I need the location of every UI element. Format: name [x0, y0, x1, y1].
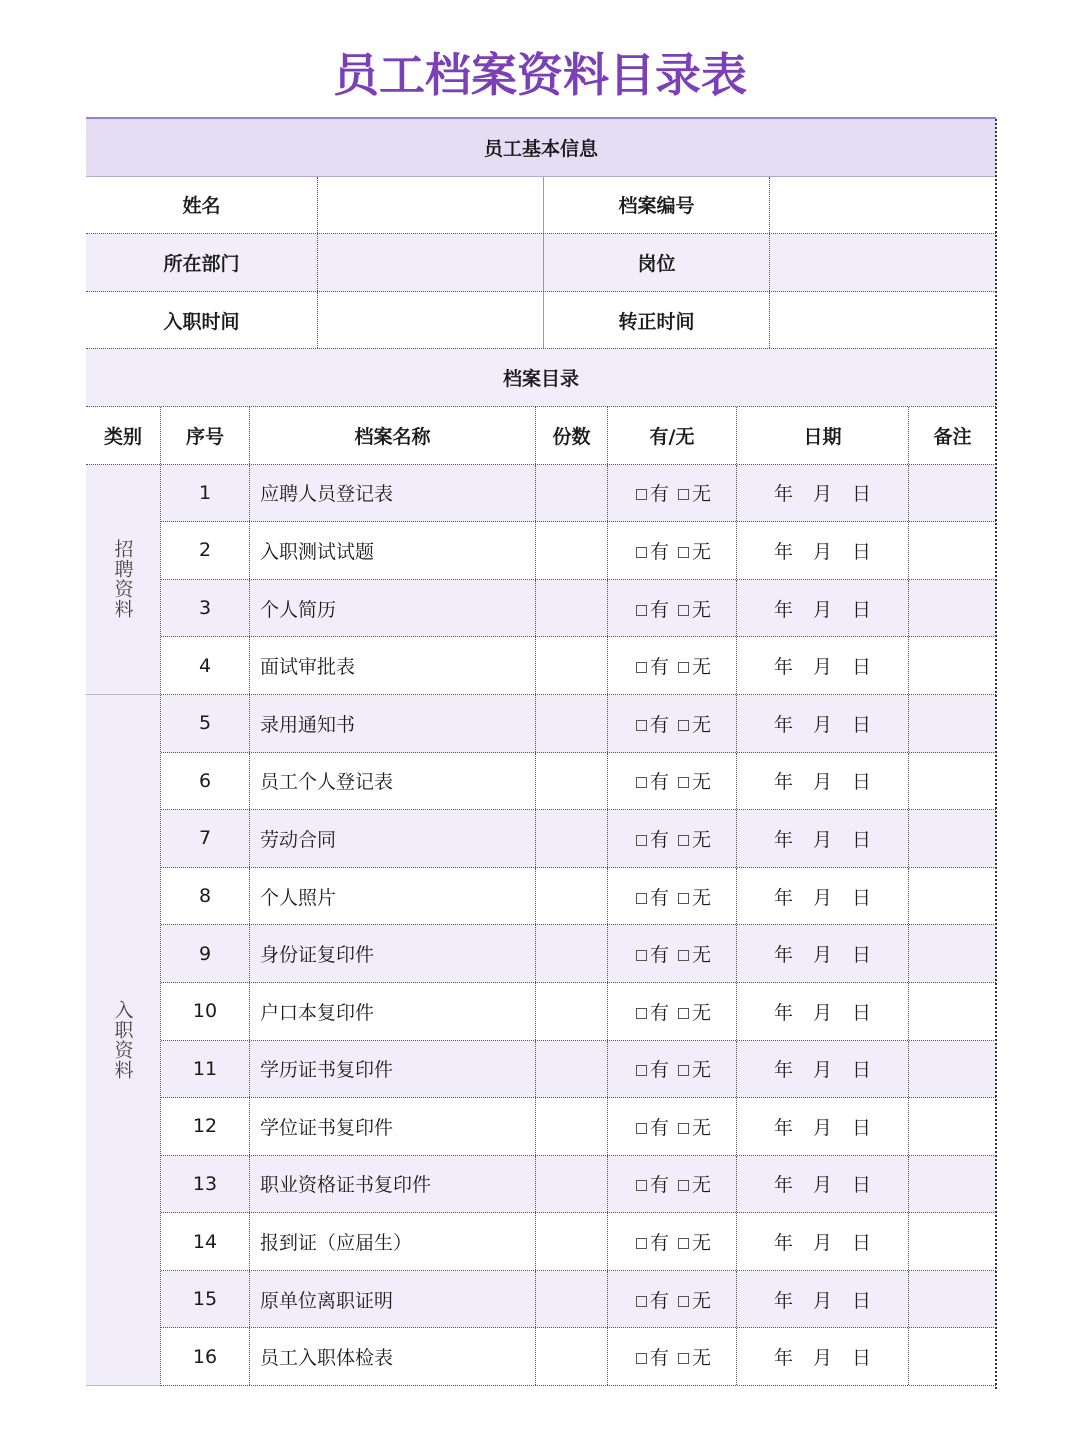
item-rows [161, 465, 996, 1387]
date-day: 日 [852, 828, 872, 851]
date-day: 日 [852, 1289, 872, 1312]
have-no-option[interactable]: 无 [675, 825, 711, 852]
column-header-category: 类别 [86, 407, 161, 464]
have-yes-option[interactable]: 有 [633, 1113, 669, 1140]
item-copies[interactable] [536, 983, 608, 1040]
item-date[interactable] [737, 1098, 909, 1155]
item-date[interactable] [737, 983, 909, 1040]
item-number: 9 [161, 925, 250, 982]
date-month: 月 [812, 771, 832, 794]
have-checkboxes [608, 810, 737, 867]
category-cell [86, 695, 160, 1386]
date-year: 年 [773, 828, 793, 851]
item-name: 录用通知书 [250, 695, 536, 752]
date-day: 日 [852, 1232, 872, 1255]
catalogue-column-headers [86, 407, 996, 465]
item-copies[interactable] [536, 695, 608, 752]
date-year: 年 [773, 656, 793, 679]
item-note[interactable] [909, 1328, 996, 1385]
table-row [161, 1041, 996, 1099]
item-name: 原单位离职证明 [250, 1271, 536, 1328]
item-number: 10 [161, 983, 250, 1040]
item-date[interactable] [737, 695, 909, 752]
date-year: 年 [773, 886, 793, 909]
have-no-option[interactable]: 无 [675, 767, 711, 794]
item-name: 身份证复印件 [250, 925, 536, 982]
have-yes-option[interactable]: 有 [633, 940, 669, 967]
table-row [161, 925, 996, 983]
have-no-option[interactable]: 无 [675, 595, 711, 622]
table-row [161, 1156, 996, 1214]
date-day: 日 [852, 483, 872, 506]
table-row [161, 868, 996, 926]
item-number: 12 [161, 1098, 250, 1155]
date-day: 日 [852, 1174, 872, 1197]
item-number: 5 [161, 695, 250, 752]
have-no-option[interactable]: 无 [675, 479, 711, 506]
checkbox-icon[interactable] [636, 662, 647, 673]
date-year: 年 [773, 1059, 793, 1082]
field-value[interactable] [318, 292, 544, 349]
have-checkboxes [608, 580, 737, 637]
item-name: 个人简历 [250, 580, 536, 637]
item-number: 8 [161, 868, 250, 925]
item-note[interactable] [909, 465, 996, 522]
checkbox-icon[interactable] [636, 1180, 647, 1191]
checkbox-icon[interactable] [678, 605, 689, 616]
have-yes-option[interactable]: 有 [633, 1228, 669, 1255]
item-date[interactable] [737, 1041, 909, 1098]
item-name: 户口本复印件 [250, 983, 536, 1040]
have-no-option[interactable]: 无 [675, 1113, 711, 1140]
item-copies[interactable] [536, 753, 608, 810]
date-day: 日 [852, 771, 872, 794]
date-month: 月 [812, 1059, 832, 1082]
date-day: 日 [852, 656, 872, 679]
table-row [161, 1328, 996, 1386]
item-name: 学历证书复印件 [250, 1041, 536, 1098]
checkbox-icon[interactable] [636, 489, 647, 500]
checkbox-icon[interactable] [678, 1296, 689, 1307]
checkbox-icon[interactable] [678, 835, 689, 846]
item-note[interactable] [909, 580, 996, 637]
date-month: 月 [812, 828, 832, 851]
item-note[interactable] [909, 868, 996, 925]
date-month: 月 [812, 1116, 832, 1139]
have-yes-option[interactable]: 有 [633, 652, 669, 679]
item-copies[interactable] [536, 522, 608, 579]
item-note[interactable] [909, 1156, 996, 1213]
date-day: 日 [852, 540, 872, 563]
table-row [161, 580, 996, 638]
item-copies[interactable] [536, 580, 608, 637]
item-number: 13 [161, 1156, 250, 1213]
have-no-option[interactable]: 无 [675, 710, 711, 737]
have-no-option[interactable]: 无 [675, 1343, 711, 1370]
item-note[interactable] [909, 1098, 996, 1155]
basic-info-row [86, 292, 996, 350]
field-value[interactable] [770, 177, 996, 234]
have-checkboxes [608, 1098, 737, 1155]
field-label: 岗位 [544, 234, 770, 291]
date-year: 年 [773, 1116, 793, 1139]
date-month: 月 [812, 1232, 832, 1255]
have-checkboxes [608, 637, 737, 694]
field-value[interactable] [770, 234, 996, 291]
checkbox-icon[interactable] [678, 1008, 689, 1019]
item-name: 员工个人登记表 [250, 753, 536, 810]
item-name: 职业资格证书复印件 [250, 1156, 536, 1213]
checkbox-icon[interactable] [678, 489, 689, 500]
date-year: 年 [773, 1289, 793, 1312]
item-copies[interactable] [536, 1156, 608, 1213]
item-date[interactable] [737, 925, 909, 982]
table-row [161, 983, 996, 1041]
item-note[interactable] [909, 753, 996, 810]
field-label: 姓名 [86, 177, 318, 234]
date-month: 月 [812, 483, 832, 506]
date-day: 日 [852, 713, 872, 736]
have-yes-option[interactable]: 有 [633, 710, 669, 737]
catalogue-body [86, 465, 996, 1387]
table-row [161, 810, 996, 868]
checkbox-icon[interactable] [636, 950, 647, 961]
basic-info-row [86, 177, 996, 235]
checkbox-icon[interactable] [636, 1238, 647, 1249]
item-note[interactable] [909, 1041, 996, 1098]
have-yes-option[interactable]: 有 [633, 998, 669, 1025]
date-year: 年 [773, 944, 793, 967]
field-value[interactable] [318, 234, 544, 291]
date-month: 月 [812, 1347, 832, 1370]
item-date[interactable] [737, 465, 909, 522]
have-checkboxes [608, 1328, 737, 1385]
item-copies[interactable] [536, 1271, 608, 1328]
basic-info-row [86, 234, 996, 292]
item-name: 劳动合同 [250, 810, 536, 867]
have-yes-option[interactable]: 有 [633, 595, 669, 622]
have-checkboxes [608, 1271, 737, 1328]
checkbox-icon[interactable] [636, 605, 647, 616]
item-name: 个人照片 [250, 868, 536, 925]
date-year: 年 [773, 1174, 793, 1197]
item-number: 7 [161, 810, 250, 867]
date-month: 月 [812, 713, 832, 736]
page-title: 员工档案资料目录表 [333, 48, 747, 102]
have-checkboxes [608, 1213, 737, 1270]
have-no-option[interactable]: 无 [675, 1170, 711, 1197]
item-name: 面试审批表 [250, 637, 536, 694]
checkbox-icon[interactable] [636, 1065, 647, 1076]
date-month: 月 [812, 944, 832, 967]
basic-info-heading: 员工基本信息 [483, 137, 598, 160]
column-header-date: 日期 [737, 407, 909, 464]
table-row [161, 753, 996, 811]
have-yes-option[interactable]: 有 [633, 825, 669, 852]
date-month: 月 [812, 540, 832, 563]
category-cell [86, 465, 160, 695]
field-label: 转正时间 [544, 292, 770, 349]
item-note[interactable] [909, 1271, 996, 1328]
have-no-option[interactable]: 无 [675, 652, 711, 679]
checkbox-icon[interactable] [678, 893, 689, 904]
item-copies[interactable] [536, 1098, 608, 1155]
field-label: 所在部门 [86, 234, 318, 291]
item-name: 员工入职体检表 [250, 1328, 536, 1385]
checkbox-icon[interactable] [678, 777, 689, 788]
item-name: 学位证书复印件 [250, 1098, 536, 1155]
date-month: 月 [812, 656, 832, 679]
basic-info-header [86, 119, 996, 177]
have-checkboxes [608, 522, 737, 579]
date-month: 月 [812, 1174, 832, 1197]
table-row [161, 465, 996, 523]
date-year: 年 [773, 598, 793, 621]
item-copies[interactable] [536, 637, 608, 694]
have-no-option[interactable]: 无 [675, 537, 711, 564]
item-date[interactable] [737, 1156, 909, 1213]
item-copies[interactable] [536, 1328, 608, 1385]
checkbox-icon[interactable] [636, 547, 647, 558]
date-year: 年 [773, 771, 793, 794]
have-yes-option[interactable]: 有 [633, 883, 669, 910]
item-copies[interactable] [536, 1041, 608, 1098]
item-number: 16 [161, 1328, 250, 1385]
column-header-note: 备注 [933, 425, 972, 448]
item-copies[interactable] [536, 868, 608, 925]
date-day: 日 [852, 886, 872, 909]
item-number: 3 [161, 580, 250, 637]
item-date[interactable] [737, 868, 909, 925]
column-header-name: 档案名称 [250, 407, 536, 464]
category-label: 招聘资料 [111, 539, 134, 620]
field-value[interactable] [318, 177, 544, 234]
table-row [161, 1271, 996, 1329]
have-checkboxes [608, 925, 737, 982]
have-checkboxes [608, 868, 737, 925]
field-value[interactable] [770, 292, 996, 349]
have-no-option[interactable]: 无 [675, 1286, 711, 1313]
item-date[interactable] [737, 580, 909, 637]
have-yes-option[interactable]: 有 [633, 1286, 669, 1313]
have-yes-option[interactable]: 有 [633, 1170, 669, 1197]
date-day: 日 [852, 598, 872, 621]
date-day: 日 [852, 1116, 872, 1139]
checkbox-icon[interactable] [636, 893, 647, 904]
date-month: 月 [812, 886, 832, 909]
checkbox-icon[interactable] [678, 1180, 689, 1191]
item-note[interactable] [909, 522, 996, 579]
checkbox-icon[interactable] [678, 1065, 689, 1076]
column-header-have: 有/无 [608, 407, 737, 464]
checkbox-icon[interactable] [678, 950, 689, 961]
date-month: 月 [812, 598, 832, 621]
category-label: 入职资料 [111, 1000, 134, 1081]
item-note[interactable] [909, 810, 996, 867]
item-date[interactable] [737, 753, 909, 810]
item-number: 11 [161, 1041, 250, 1098]
have-no-option[interactable]: 无 [675, 998, 711, 1025]
checkbox-icon[interactable] [636, 777, 647, 788]
field-label: 入职时间 [86, 292, 318, 349]
item-name: 应聘人员登记表 [250, 465, 536, 522]
column-header-copies: 份数 [536, 407, 608, 464]
item-date[interactable] [737, 1328, 909, 1385]
date-year: 年 [773, 1347, 793, 1370]
item-date[interactable] [737, 1271, 909, 1328]
have-yes-option[interactable]: 有 [633, 1055, 669, 1082]
table-row [161, 522, 996, 580]
catalogue-heading: 档案目录 [502, 368, 579, 391]
item-note[interactable] [909, 637, 996, 694]
item-note[interactable] [909, 983, 996, 1040]
checkbox-icon[interactable] [678, 662, 689, 673]
checkbox-icon[interactable] [678, 547, 689, 558]
item-number: 6 [161, 753, 250, 810]
item-copies[interactable] [536, 925, 608, 982]
have-no-option[interactable]: 无 [675, 883, 711, 910]
date-year: 年 [773, 483, 793, 506]
date-month: 月 [812, 1289, 832, 1312]
item-copies[interactable] [536, 465, 608, 522]
field-label: 档案编号 [544, 177, 770, 234]
have-yes-option[interactable]: 有 [633, 767, 669, 794]
checkbox-icon[interactable] [678, 1123, 689, 1134]
have-checkboxes [608, 983, 737, 1040]
item-name: 报到证（应届生） [250, 1213, 536, 1270]
have-yes-option[interactable]: 有 [633, 479, 669, 506]
have-checkboxes [608, 695, 737, 752]
item-note[interactable] [909, 695, 996, 752]
checkbox-icon[interactable] [636, 1123, 647, 1134]
item-number: 14 [161, 1213, 250, 1270]
checkbox-icon[interactable] [636, 1353, 647, 1364]
item-date[interactable] [737, 637, 909, 694]
item-number: 15 [161, 1271, 250, 1328]
checkbox-icon[interactable] [636, 1296, 647, 1307]
item-copies[interactable] [536, 1213, 608, 1270]
have-checkboxes [608, 1041, 737, 1098]
item-date[interactable] [737, 522, 909, 579]
catalogue-header [86, 349, 996, 407]
checkbox-icon[interactable] [678, 720, 689, 731]
have-yes-option[interactable]: 有 [633, 537, 669, 564]
checkbox-icon[interactable] [636, 835, 647, 846]
have-yes-option[interactable]: 有 [633, 1343, 669, 1370]
item-name: 入职测试试题 [250, 522, 536, 579]
date-day: 日 [852, 1347, 872, 1370]
item-note[interactable] [909, 1213, 996, 1270]
date-day: 日 [852, 1059, 872, 1082]
item-note[interactable] [909, 925, 996, 982]
item-number: 1 [161, 465, 250, 522]
table-row [161, 1213, 996, 1271]
date-year: 年 [773, 1001, 793, 1024]
item-copies[interactable] [536, 810, 608, 867]
archive-table [86, 117, 996, 1386]
column-header-no: 序号 [161, 407, 250, 464]
table-row [161, 1098, 996, 1156]
checkbox-icon[interactable] [678, 1238, 689, 1249]
category-column [86, 465, 161, 1387]
have-checkboxes [608, 465, 737, 522]
checkbox-icon[interactable] [678, 1353, 689, 1364]
table-row [161, 695, 996, 753]
have-checkboxes [608, 753, 737, 810]
date-month: 月 [812, 1001, 832, 1024]
basic-info-section [86, 177, 996, 350]
have-no-option[interactable]: 无 [675, 1228, 711, 1255]
date-year: 年 [773, 1232, 793, 1255]
checkbox-icon[interactable] [636, 1008, 647, 1019]
have-no-option[interactable]: 无 [675, 940, 711, 967]
date-year: 年 [773, 713, 793, 736]
have-no-option[interactable]: 无 [675, 1055, 711, 1082]
item-date[interactable] [737, 1213, 909, 1270]
item-date[interactable] [737, 810, 909, 867]
date-year: 年 [773, 540, 793, 563]
have-checkboxes [608, 1156, 737, 1213]
item-number: 2 [161, 522, 250, 579]
item-number: 4 [161, 637, 250, 694]
date-day: 日 [852, 1001, 872, 1024]
date-day: 日 [852, 944, 872, 967]
table-row [161, 637, 996, 695]
checkbox-icon[interactable] [636, 720, 647, 731]
